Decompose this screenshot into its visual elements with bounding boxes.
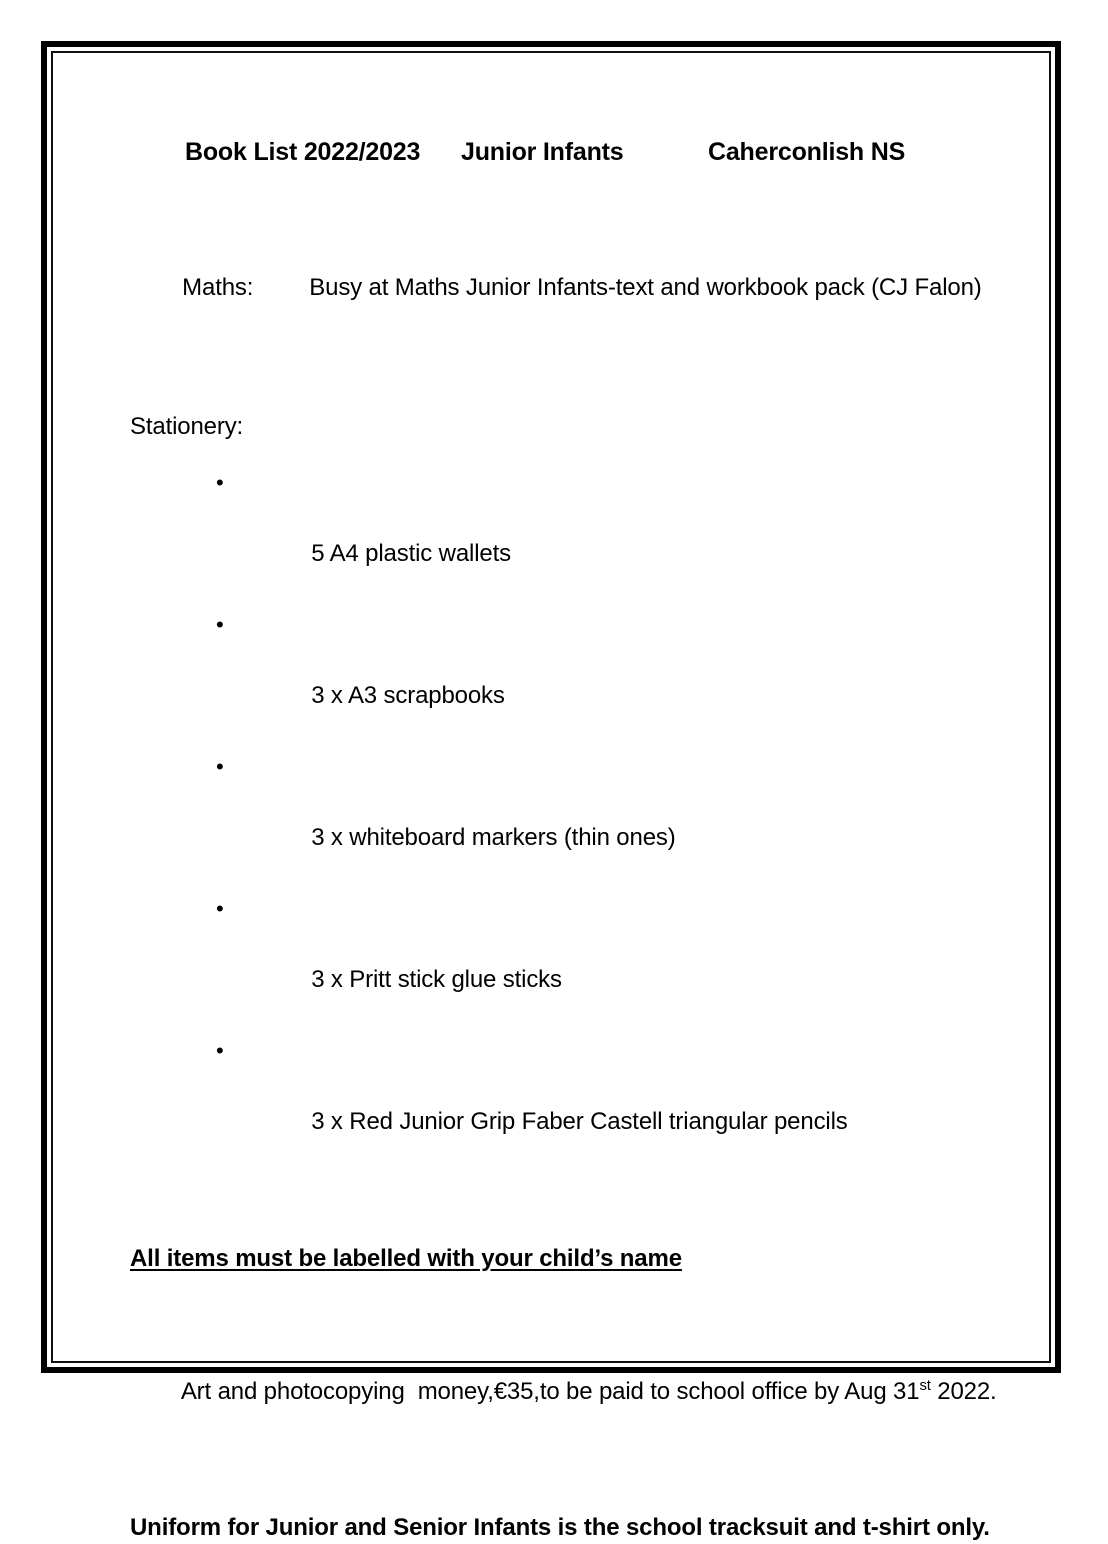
list-item [130, 1033, 989, 1175]
document-body [53, 53, 1049, 1541]
bullet-icon: • [216, 1038, 224, 1063]
bullet-icon: • [216, 754, 224, 779]
payment-text-main: Art and photocopying money,€35,to be paid to school office by Aug 31 [180, 1378, 920, 1405]
list-item-label: 5 A4 plastic wallets [311, 540, 511, 567]
bullet-icon: • [216, 470, 224, 495]
payment-notice [130, 1344, 997, 1440]
header-book-list-title: Book List 2022/2023 [185, 138, 421, 166]
maths-section [130, 240, 989, 336]
bullet-icon: • [216, 896, 224, 921]
list-item [130, 465, 989, 607]
list-item [130, 749, 989, 891]
uniform-notice: Uniform for Junior and Senior Infants is the school tracksuit and t-shirt only. [130, 1514, 990, 1541]
stationery-list [130, 465, 989, 1175]
payment-text-year: 2022. [930, 1378, 997, 1405]
page-border-frame [41, 41, 1061, 1541]
list-item-label: 3 x whiteboard markers (thin ones) [311, 824, 676, 851]
document-header [130, 135, 989, 169]
ordinal-suffix: st [919, 1378, 931, 1394]
page-border-inner-rule [51, 51, 1051, 1541]
list-item [130, 891, 989, 1033]
labelled-notice: All items must be labelled with your child’s name [130, 1245, 682, 1272]
maths-label: Maths: [182, 274, 254, 301]
header-class-name: Junior Infants [461, 138, 624, 166]
list-item [130, 607, 989, 749]
list-item-label: 3 x Pritt stick glue sticks [311, 966, 562, 993]
maths-text: Busy at Maths Junior Infants-text and workbook pack (CJ Falon) [309, 274, 982, 301]
header-school-name: Caherconlish NS [708, 138, 906, 166]
list-item-label: 3 x Red Junior Grip Faber Castell triangular pencils [311, 1108, 848, 1135]
list-item-label: 3 x A3 scrapbooks [311, 682, 505, 709]
bullet-icon: • [216, 612, 224, 637]
stationery-heading: Stationery: [130, 413, 244, 440]
